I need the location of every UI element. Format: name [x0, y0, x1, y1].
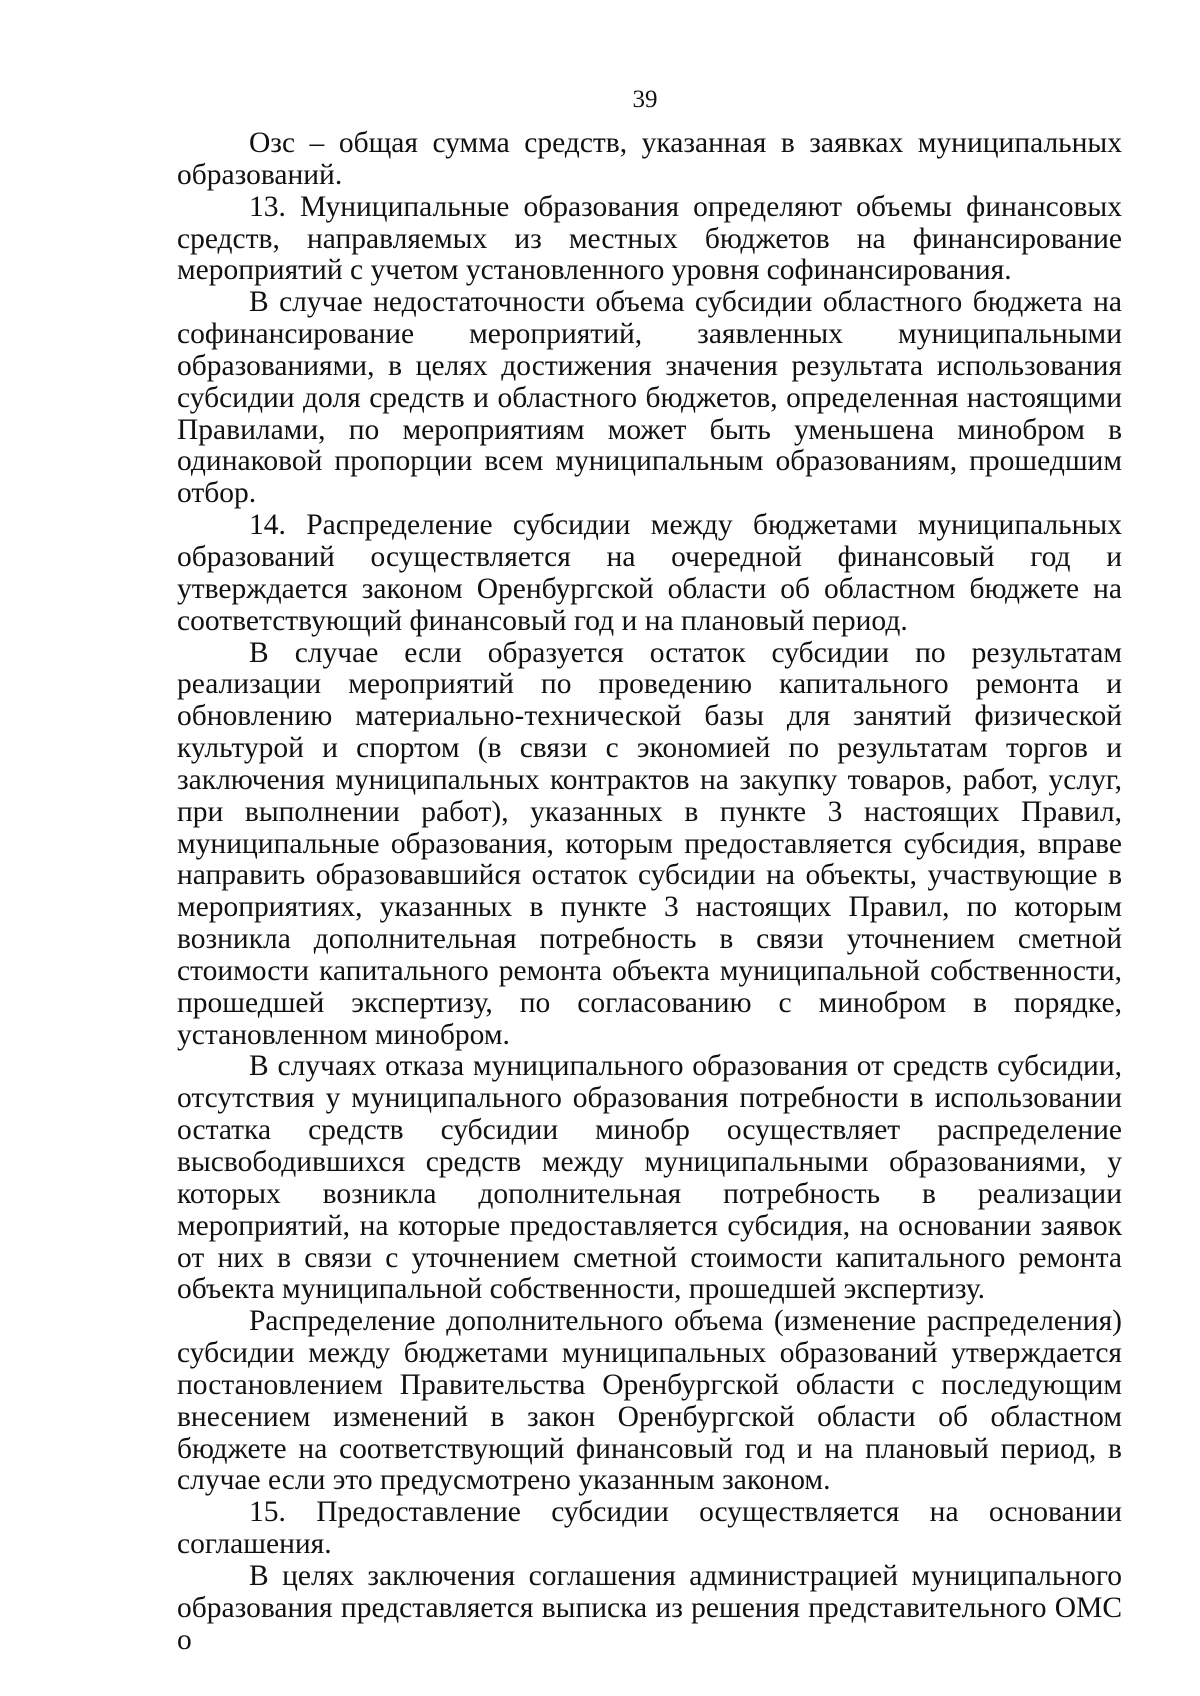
paragraph-insufficient-subsidy: В случае недостаточности объема субсидии областного бюджета на софинансирование мероприятий, заявленных муниципальными образованиями, в целях достижения значения результата использования субсидии доля средств и областного бюджетов, определенная настоящими Правилами, по мероприятиям может быть уменьшена минобром в одинаковой пропорции всем муниципальным образованиям, прошедшим отбор. [177, 286, 1122, 510]
page-number: 39 [632, 86, 658, 113]
document-body [177, 128, 1122, 1657]
paragraph-item-15: 15. Предоставление субсидии осуществляется на основании соглашения. [177, 1496, 1122, 1561]
paragraph-item-14: 14. Распределение субсидии между бюджетами муниципальных образований осуществляется на очередной финансовый год и утверждается законом Оренбургской области об областном бюджете на соответствующий финансовый год и на плановый период. [177, 509, 1122, 637]
paragraph-refusal-cases: В случаях отказа муниципального образования от средств субсидии, отсутствия у муниципального образования потребности в использовании остатка средств субсидии минобр осуществляет распределение высвободившихся средств между муниципальными образованиями, у которых возникла дополнительная потребность в реализации мероприятий, на которые предоставляется субсидия, на основании заявок от них в связи с уточнением сметной стоимости капитального ремонта объекта муниципальной собственности, прошедшей экспертизу. [177, 1050, 1122, 1306]
paragraph-additional-volume: Распределение дополнительного объема (изменение распределения) субсидии между бюджетами муниципальных образований утверждается постановлением Правительства Оренбургской области с последующим внесением изменений в закон Оренбургской области об областном бюджете на соответствующий финансовый год и на плановый период, в случае если это предусмотрено указанным законом. [177, 1305, 1122, 1497]
paragraph-subsidy-remainder: В случае если образуется остаток субсидии по результатам реализации мероприятий по проведению капитального ремонта и обновлению материально-технической базы для занятий физической культурой и спортом (в связи с экономией по результатам торгов и заключения муниципальных контрактов на закупку товаров, работ, услуг, при выполнении работ), указанных в пункте 3 настоящих Правил, муниципальные образования, которым предоставляется субсидия, вправе направить образовавшийся остаток субсидии на объекты, участвующие в мероприятиях, указанных в пункте 3 настоящих Правил, по которым возникла дополнительная потребность в связи уточнением сметной стоимости капитального ремонта объекта муниципальной собственности, прошедшей экспертизу, по согласованию с минобром в порядке, установленном минобром. [177, 636, 1122, 1051]
paragraph-agreement-conclusion: В целях заключения соглашения администрацией муниципального образования представляется выписка из решения представительного ОМС о [177, 1559, 1122, 1656]
paragraph-item-13: 13. Муниципальные образования определяют объемы финансовых средств, направляемых из местных бюджетов на финансирование мероприятий с учетом установленного уровня софинансирования. [177, 190, 1122, 287]
paragraph-ozs-definition: Озс – общая сумма средств, указанная в заявках муниципальных образований. [177, 127, 1122, 191]
